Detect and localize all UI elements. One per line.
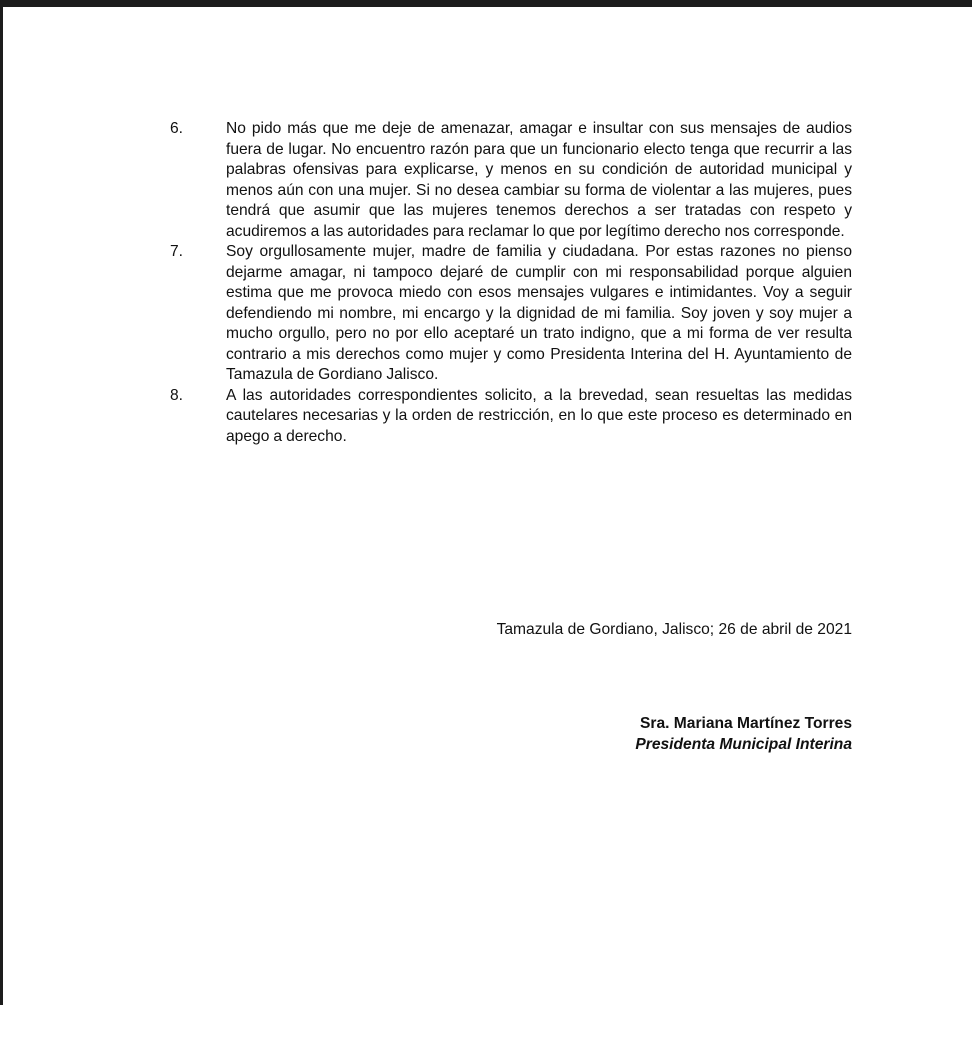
item-text: Soy orgullosamente mujer, madre de familia y ciudadana. Por estas razones no pienso dejarme amagar, ni tampoco dejaré de cumplir con mi responsabilidad porque alguien estima que me provoca miedo con esos mensajes vulgares e intimidantes. Voy a seguir defendiendo mi nombre, mi encargo y la dignidad de mi familia. Soy joven y soy mujer a mucho orgullo, pero no por ello aceptaré un trato indigno, que a mi forma de ver resulta contrario a mis derechos como mujer y como Presidenta Interina del H. Ayuntamiento de Tamazula de Gordiano Jalisco.: [226, 243, 852, 383]
numbered-list: [170, 119, 852, 447]
item-number: 6.: [170, 120, 184, 137]
item-number: 8.: [170, 386, 184, 404]
list-item-8: [170, 386, 852, 448]
item-text: A las autoridades correspondientes solicito, a la brevedad, sean resueltas las medidas cautelares necesarias y la orden de restricción, en lo que este proceso es determinado en apego a derecho.: [226, 386, 852, 445]
signatory-name: Sra. Mariana Martínez Torres: [639, 715, 852, 732]
signatory-title: Presidenta Municipal Interina: [635, 736, 852, 753]
item-text: No pido más que me deje de amenazar, amagar e insultar con sus mensajes de audios fuera de lugar. No encuentro razón para que un funcionario electo tenga que recurrir a las palabras ofensivas para explicarse, y menos en su condición de autoridad municipal y menos aún con una mujer. Si no desea cambiar su forma de violentar a las mujeres, pues tendrá que asumir que las mujeres tenemos derechos a ser tratadas con respeto y acudiremos a las autoridades para reclamar lo que por legítimo derecho nos corresponde.: [226, 120, 852, 240]
list-item-6: [170, 119, 852, 242]
place-and-date: Tamazula de Gordiano, Jalisco; 26 de abril de 2021: [496, 621, 852, 638]
top-border: [0, 0, 972, 7]
list-item-7: [170, 242, 852, 386]
item-number: 7.: [170, 243, 184, 260]
signature-block: [635, 713, 852, 755]
